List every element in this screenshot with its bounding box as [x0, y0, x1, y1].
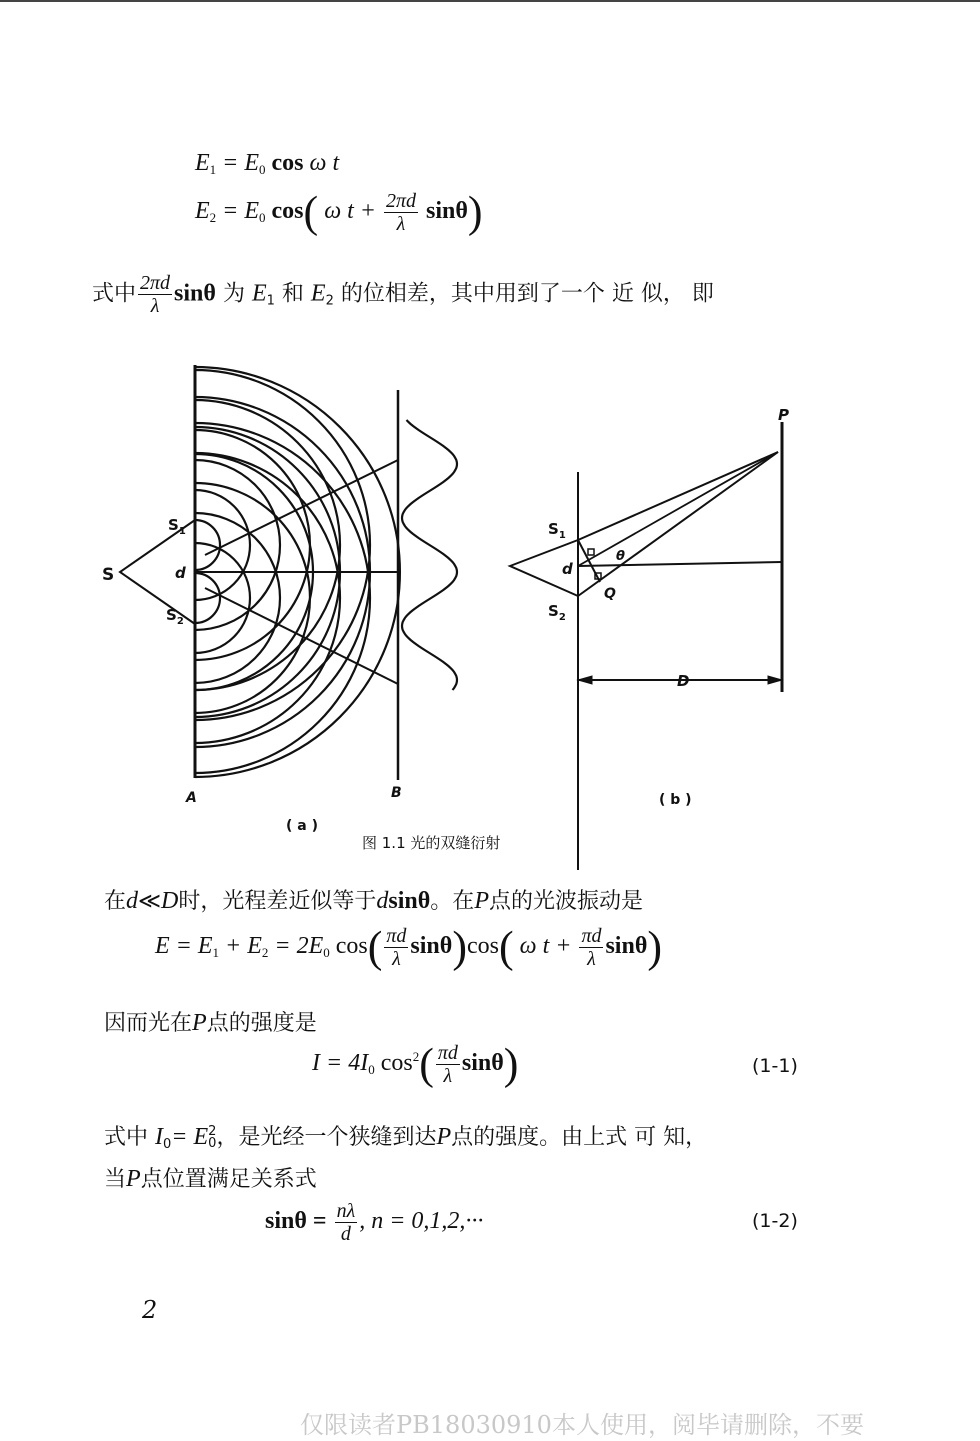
- label-s1: $S_1$: [168, 516, 186, 537]
- s1-wavefront-2: [195, 490, 250, 600]
- perpendicular-q: [578, 540, 600, 582]
- label-s1-b: $S_1$: [548, 520, 566, 541]
- label-s2-b: $S_2$: [548, 602, 566, 623]
- label-q: Q: [604, 586, 616, 602]
- label-p: P: [778, 406, 789, 424]
- equation-1-2: sinθ = $\frac{n\lambda}{d}$ , n = 0,1,2,···: [265, 1200, 484, 1245]
- ray-s2-p: [578, 452, 778, 596]
- paragraph-intensity: 因而光在P点的强度是: [104, 1010, 317, 1036]
- ray-s1-p: [578, 452, 778, 540]
- arrow-left: [578, 676, 592, 684]
- label-b: B: [391, 785, 402, 801]
- ray-center-p: [578, 452, 778, 566]
- s1-wavefront-6: [195, 370, 370, 720]
- figure-b-path-geometry: [510, 422, 782, 870]
- figure-a-wave-interference: [120, 365, 457, 780]
- arrow-right: [768, 676, 782, 684]
- equation-e1: $E_1 = E_0$ cos ω t: [195, 150, 340, 177]
- s2-wavefront-2: [195, 543, 250, 653]
- label-d-a: d: [175, 564, 186, 582]
- label-d-b: d: [562, 560, 573, 578]
- watermark-text: 仅限读者PB18030910本人使用，阅毕请删除，不要: [300, 1411, 864, 1439]
- intensity-curve: [402, 420, 457, 690]
- right-angle-mark-1: [588, 549, 594, 555]
- label-s: S: [102, 565, 115, 585]
- paragraph-path-difference: 在d≪D时，光程差近似等于dsinθ。在P点的光波振动是: [104, 888, 643, 914]
- label-theta: θ: [616, 549, 625, 564]
- equation-number-1-1: (1-1): [752, 1055, 798, 1077]
- page-number: 2: [142, 1296, 158, 1324]
- label-a: A: [186, 790, 197, 806]
- label-distance-d: D: [677, 672, 690, 690]
- label-s2: $S_2$: [166, 606, 184, 627]
- figure-double-slit: [0, 350, 980, 870]
- paragraph-phase-difference: 式中 $\frac{2\pi d}{\lambda}$ sinθ 为 $E_1$ 和 $E_2$ 的位相差，其中用到了一个 近 似， 即: [92, 272, 714, 317]
- page-top-border: [0, 0, 980, 2]
- equation-sum: $E = E_1 + E_2 = 2E_0$ cos( $\frac{\pi d}{\lambda}$ sinθ)cos( ω t + $\frac{\pi d}{\lambda}$ sinθ): [155, 922, 663, 972]
- axis-b: [578, 562, 782, 566]
- paragraph-condition: 当P点位置满足关系式: [104, 1166, 317, 1192]
- paragraph-i0-definition: 式中 $I_0= E$ 2 0 ，是光经一个狭缝到达P点的强度。由上式 可 知，: [104, 1124, 708, 1152]
- s2-wavefront-6: [195, 423, 370, 773]
- equation-number-1-2: (1-2): [752, 1210, 798, 1232]
- equation-1-1: $I = 4I_0$ $\cos^2$( $\frac{\pi d}{\lambda}$ sinθ): [312, 1039, 519, 1089]
- equation-e2: $E_2 = E_0$ cos( ω t + $\frac{2\pi d}{\lambda}$ sinθ): [195, 187, 483, 237]
- panel-label-a: ( a ): [286, 818, 318, 834]
- figure-caption: 图 1.1 光的双缝衍射: [362, 834, 501, 852]
- panel-label-b: ( b ): [659, 792, 692, 808]
